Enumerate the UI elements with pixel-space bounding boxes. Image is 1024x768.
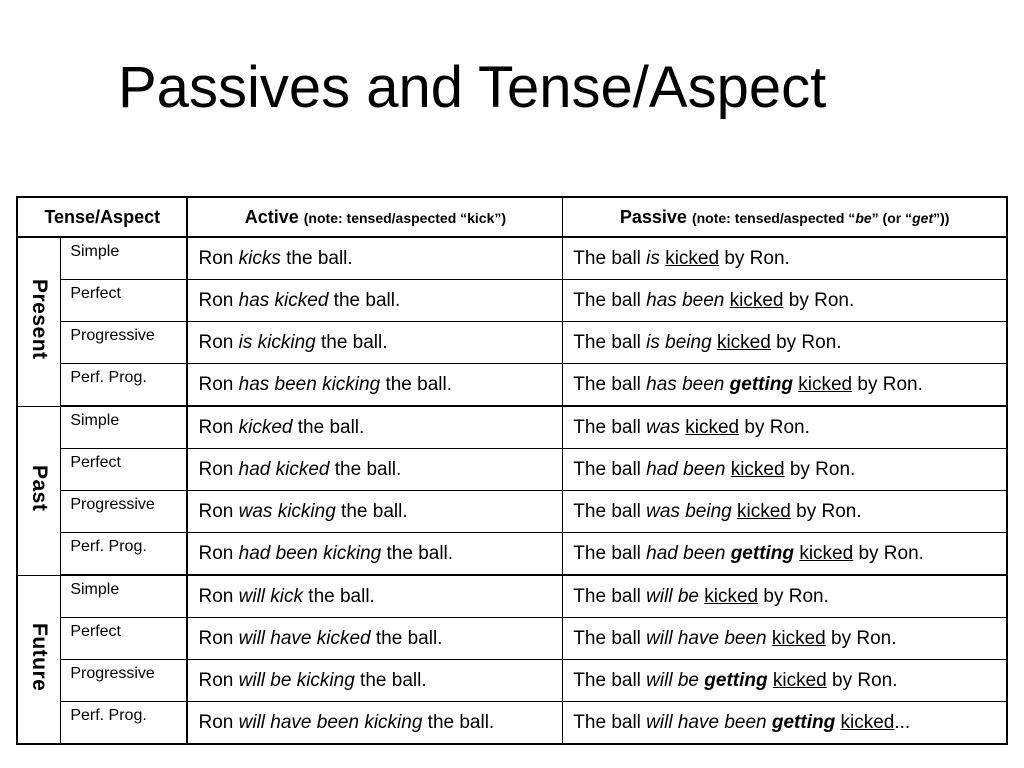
passive-aux: will be xyxy=(646,585,699,607)
active-verb: will be kicking xyxy=(238,669,355,691)
passive-sentence-cell: The ball will be getting kicked by Ron. xyxy=(563,660,1007,702)
active-verb: was kicking xyxy=(238,500,336,522)
passive-get: getting xyxy=(730,542,795,564)
passive-sentence-cell: The ball will have been getting kicked... xyxy=(563,702,1007,745)
passive-aux: has been xyxy=(646,373,725,395)
passive-aux: will be xyxy=(646,669,699,691)
passive-sentence-cell: The ball is being kicked by Ron. xyxy=(563,322,1007,364)
passive-sentence-cell: The ball had been getting kicked by Ron. xyxy=(563,533,1007,576)
passive-sentence-cell: The ball was being kicked by Ron. xyxy=(563,491,1007,533)
active-verb: had been kicking xyxy=(238,542,382,564)
passive-aux: was being xyxy=(646,500,732,522)
passive-participle: kicked xyxy=(685,416,740,438)
aspect-cell: Perfect xyxy=(61,449,188,491)
table-row xyxy=(17,280,1007,322)
table-row xyxy=(17,449,1007,491)
tense-label: Past xyxy=(28,464,52,512)
passive-participle: kicked xyxy=(799,542,854,564)
tense-aspect-table xyxy=(16,196,1008,745)
active-sentence-cell: Ron has kicked the ball. xyxy=(187,280,562,322)
active-verb: has kicked xyxy=(238,289,329,311)
aspect-cell: Progressive xyxy=(61,322,188,364)
passive-participle: kicked xyxy=(772,669,827,691)
aspect-cell: Perf. Prog. xyxy=(61,364,188,407)
active-sentence-cell: Ron kicked the ball. xyxy=(187,406,562,449)
header-active-note: (note: tensed/aspected “kick”) xyxy=(303,209,507,226)
header-active: Active (note: tensed/aspected “kick”) xyxy=(187,197,562,237)
passive-sentence-cell: The ball is kicked by Ron. xyxy=(563,237,1007,280)
table-row xyxy=(17,618,1007,660)
tense-label-cell xyxy=(17,406,61,575)
passive-participle: kicked xyxy=(798,373,853,395)
passive-get: getting xyxy=(729,373,793,395)
header-tense-aspect: Tense/Aspect xyxy=(17,197,187,237)
passive-aux: has been xyxy=(646,289,725,311)
table-row xyxy=(17,237,1007,280)
table-row xyxy=(17,702,1007,745)
active-sentence-cell: Ron kicks the ball. xyxy=(187,237,562,280)
passive-participle: kicked xyxy=(730,458,785,480)
active-sentence-cell: Ron will kick the ball. xyxy=(187,575,562,618)
passive-aux: was xyxy=(646,416,680,438)
passive-sentence-cell: The ball had been kicked by Ron. xyxy=(563,449,1007,491)
active-sentence-cell: Ron has been kicking the ball. xyxy=(187,364,562,407)
passive-aux: had been xyxy=(646,458,726,480)
passive-sentence-cell: The ball was kicked by Ron. xyxy=(563,406,1007,449)
passive-aux: had been xyxy=(646,542,726,564)
active-verb: kicks xyxy=(238,247,281,269)
active-verb: will have kicked xyxy=(238,627,371,649)
aspect-cell: Simple xyxy=(61,575,188,618)
header-passive: Passive (note: tensed/aspected “be” (or “get”)) xyxy=(563,197,1007,237)
active-verb: had kicked xyxy=(238,458,330,480)
table-header-row xyxy=(17,197,1007,237)
passive-sentence-cell: The ball has been getting kicked by Ron. xyxy=(563,364,1007,407)
aspect-cell: Perf. Prog. xyxy=(61,702,188,745)
table-row xyxy=(17,322,1007,364)
active-verb: is kicking xyxy=(238,331,316,353)
passive-aux: will have been xyxy=(646,627,767,649)
active-sentence-cell: Ron will have been kicking the ball. xyxy=(187,702,562,745)
table-row xyxy=(17,406,1007,449)
aspect-cell: Perfect xyxy=(61,618,188,660)
active-sentence-cell: Ron had kicked the ball. xyxy=(187,449,562,491)
passive-participle: kicked xyxy=(704,585,759,607)
passive-participle: kicked xyxy=(840,711,895,733)
aspect-cell: Progressive xyxy=(61,491,188,533)
passive-sentence-cell: The ball has been kicked by Ron. xyxy=(563,280,1007,322)
passive-participle: kicked xyxy=(665,247,720,269)
aspect-cell: Perf. Prog. xyxy=(61,533,188,576)
header-passive-note: (note: tensed/aspected “be” (or “get”)) xyxy=(691,209,950,226)
passive-participle: kicked xyxy=(716,331,771,353)
passive-participle: kicked xyxy=(771,627,826,649)
passive-aux: is being xyxy=(646,331,712,353)
active-verb: will have been kicking xyxy=(238,711,423,733)
aspect-cell: Simple xyxy=(61,406,188,449)
tense-label: Present xyxy=(28,278,52,360)
active-sentence-cell: Ron had been kicking the ball. xyxy=(187,533,562,576)
passive-sentence-cell: The ball will have been kicked by Ron. xyxy=(563,618,1007,660)
passive-get: getting xyxy=(771,711,836,733)
table-row xyxy=(17,491,1007,533)
active-verb: kicked xyxy=(238,416,293,438)
passive-aux: is xyxy=(646,247,660,269)
passive-aux: will have been xyxy=(646,711,767,733)
tense-label-cell xyxy=(17,237,61,406)
passive-participle: kicked xyxy=(729,289,784,311)
active-sentence-cell: Ron was kicking the ball. xyxy=(187,491,562,533)
table-row xyxy=(17,533,1007,576)
active-sentence-cell: Ron is kicking the ball. xyxy=(187,322,562,364)
passive-get: getting xyxy=(704,669,768,691)
active-sentence-cell: Ron will have kicked the ball. xyxy=(187,618,562,660)
passive-sentence-cell: The ball will be kicked by Ron. xyxy=(563,575,1007,618)
table-row xyxy=(17,364,1007,407)
passive-participle: kicked xyxy=(737,500,791,522)
tense-label: Future xyxy=(28,622,52,691)
page-title: Passives and Tense/Aspect xyxy=(118,55,827,120)
active-verb: has been kicking xyxy=(238,373,381,395)
active-verb: will kick xyxy=(238,585,304,607)
tense-label-cell xyxy=(17,575,61,744)
table-row xyxy=(17,575,1007,618)
aspect-cell: Progressive xyxy=(61,660,188,702)
table-row xyxy=(17,660,1007,702)
active-sentence-cell: Ron will be kicking the ball. xyxy=(187,660,562,702)
aspect-cell: Perfect xyxy=(61,280,188,322)
aspect-cell: Simple xyxy=(61,237,188,280)
